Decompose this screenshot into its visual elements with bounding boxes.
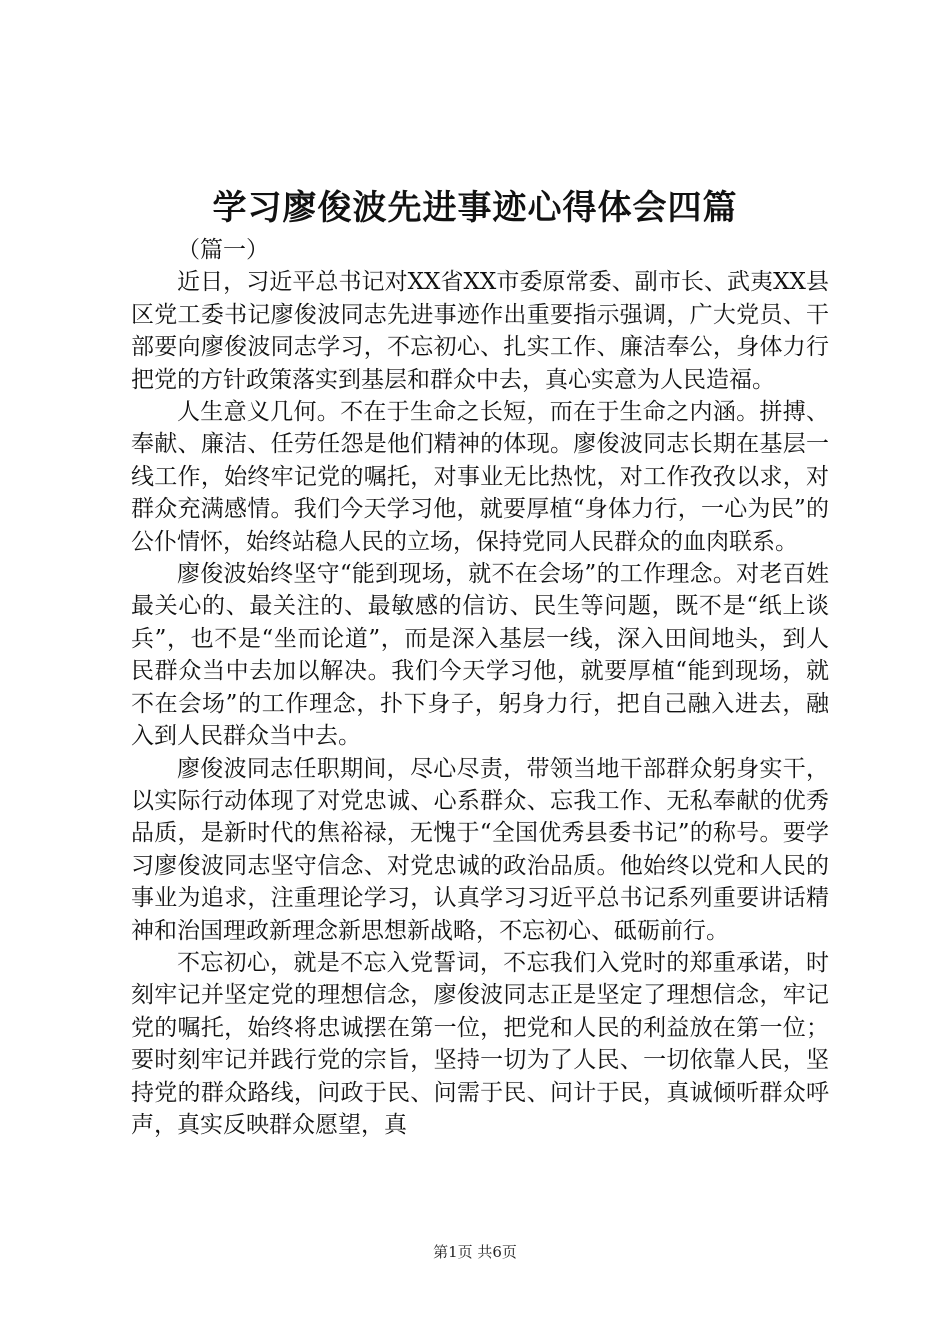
section-label: （篇一） (177, 237, 269, 263)
document-body (131, 234, 829, 1141)
paragraph-2: 人生意义几何。不在于生命之长短，而在于生命之内涵。拼搏、奉献、廉洁、任劳任怨是他们精神的体现。廖俊波同志长期在基层一线工作，始终牢记党的嘱托，对事业无比热忱，对工作孜孜以求，对群众充满感情。我们今天学习他，就要厚植“身体力行，一心为民”的公仆情怀，始终站稳人民的立场，保持党同人民群众的血肉联系。 (131, 399, 829, 555)
paragraph-4: 廖俊波同志任职期间，尽心尽责，带领当地干部群众躬身实干，以实际行动体现了对党忠诚、心系群众、忘我工作、无私奉献的优秀品质，是新时代的焦裕禄，无愧于“全国优秀县委书记”的称号。要学习廖俊波同志坚守信念、对党忠诚的政治品质。他始终以党和人民的事业为追求，注重理论学习，认真学习习近平总书记系列重要讲话精神和治国理政新理念新思想新战略，不忘初心、砥砺前行。 (131, 755, 829, 944)
paragraph-5: 不忘初心，就是不忘入党誓词，不忘我们入党时的郑重承诺，时刻牢记并坚定党的理想信念，廖俊波同志正是坚定了理想信念，牢记党的嘱托，始终将忠诚摆在第一位，把党和人民的利益放在第一位；要时刻牢记并践行党的宗旨，坚持一切为了人民、一切依靠人民，坚持党的群众路线，问政于民、问需于民、问计于民，真诚倾听群众呼声，真实反映群众愿望，真 (131, 949, 829, 1138)
paragraph-3: 廖俊波始终坚守“能到现场，就不在会场”的工作理念。对老百姓最关心的、最关注的、最敏感的信访、民生等问题，既不是“纸上谈兵”，也不是“坐而论道”，而是深入基层一线，深入田间地头，到人民群众当中去加以解决。我们今天学习他，就要厚植“能到现场，就不在会场”的工作理念，扑下身子，躬身力行，把自己融入进去，融入到人民群众当中去。 (131, 561, 829, 750)
document-title: 学习廖俊波先进事迹心得体会四篇 (212, 188, 738, 228)
paragraph-1: 近日，习近平总书记对XX省XX市委原常委、副市长、武夷XX县区党工委书记廖俊波同志先进事迹作出重要指示强调，广大党员、干部要向廖俊波同志学习，不忘初心、扎实工作、廉洁奉公，身体力行把党的方针政策落实到基层和群众中去，真心实意为人民造福。 (131, 269, 829, 393)
page-footer (0, 1242, 950, 1262)
page-number: 第1页 共6页 (433, 1243, 517, 1261)
